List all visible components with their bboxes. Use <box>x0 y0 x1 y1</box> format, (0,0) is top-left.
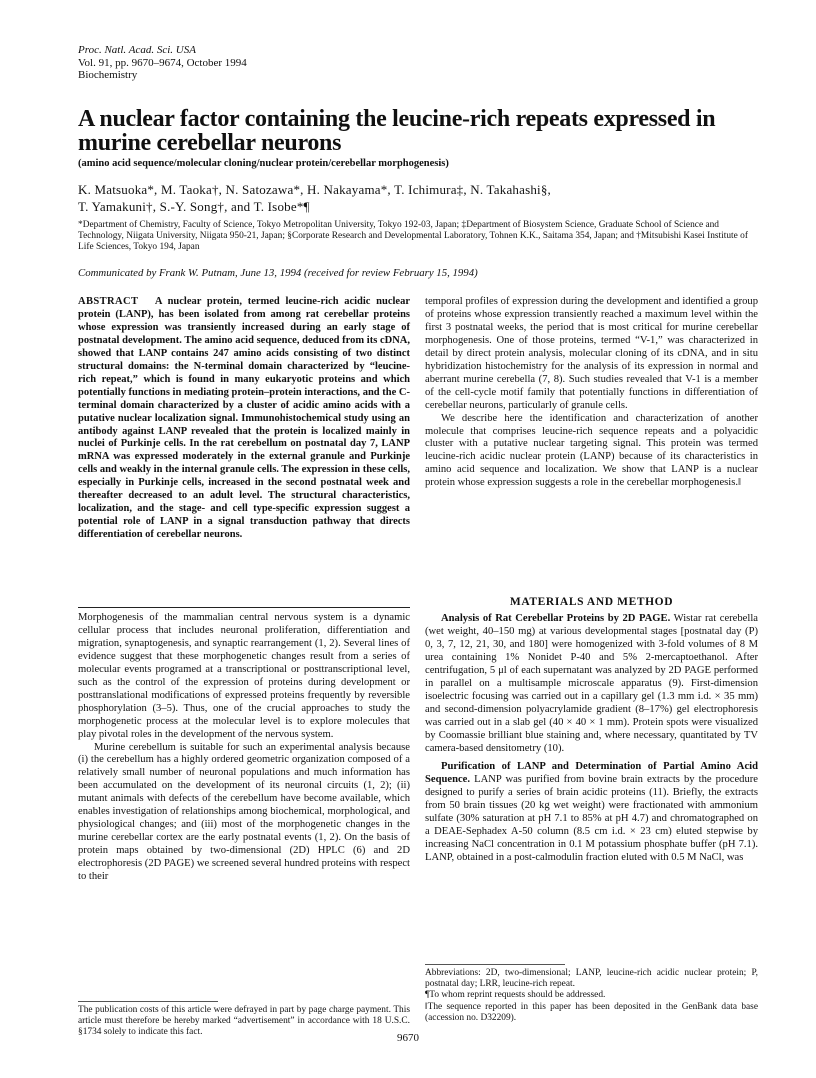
abstract-text: A nuclear protein, termed leucine-rich acidic nuclear protein (LANP), has been isolated from among rat cerebellar proteins whose expression was transiently increased during an early stage of postnatal development. The amino acid sequence, deduced from its cDNA, showed that LANP contains 247 amino acids consisting of two distinct structural domains: the N-terminal domain characterized by “leucine-rich repeat,” which is found in many eukaryotic proteins and which potentially functions in mediating protein–protein interactions, and the C-terminal domain characterized by a cluster of acidic amino acids with a putative nuclear localization signal. Immunohistochemical study using an antibody against LANP revealed that the protein is localized mainly in nuclei of Purkinje cells. In the rat cerebellum on postnatal day 7, LANP mRNA was expressed moderately in the external granule and Purkinje cells and weakly in the internal granule cells. The expression in these cells, especially in Purkinje cells, increased in the second postnatal week and thereafter decreased to an adult level. The structural characteristics, localization, and the stage- and cell type-specific expression suggest a potential role of LANP in a signal transduction pathway that directs differentiation of cerebellar neurons. <box>78 296 410 541</box>
journal-header <box>78 44 247 82</box>
footnotes <box>425 968 758 1024</box>
journal-volume: Vol. 91, pp. 9670–9674, October 1994 <box>78 56 247 69</box>
communicated-note: Communicated by Frank W. Putnam, June 13, 1994 (received for review February 15, 1994) <box>78 267 478 279</box>
abstract-divider <box>78 607 410 608</box>
methods-section-2 <box>425 761 758 865</box>
footnote-divider-right <box>425 964 565 965</box>
journal-section: Biochemistry <box>78 69 138 81</box>
right-intro <box>425 296 758 490</box>
affiliations: *Department of Chemistry, Faculty of Science, Tokyo Metropolitan University, Tokyo 192-03, Japan; ‡Department of Biosystem Science, Graduate School of Science and Technology, Niigata University, Niigata 950-21, Japan; §Corporate Research and Developmental Laboratory, Tohnen K.K., Saitama 354, Japan; and †Mitsubishi Kasei Institute of Life Sciences, Tokyo 194, Japan <box>78 220 748 253</box>
methods-section-2-text: LANP was purified from bovine brain extracts by the procedure designed to purify a series of brain acidic proteins (11). Briefly, the extracts from 50 brain tissues (20 kg wet weight) were fractionated with ammonium sulfate (30% saturation at pH 7.1 to 85% at pH 4.7) and chromatographed on a DEAE-Sephadex A-50 column (8.5 cm i.d. × 23 cm) eluted stepwise by increasing NaCl concentration in 0.1 M potassium phosphate buffer (pH 7.1). LANP, obtained in a post-calmodulin fraction eluted with 0.5 M NaCl, was <box>425 774 758 864</box>
author-list <box>78 181 768 215</box>
keywords: (amino acid sequence/molecular cloning/nuclear protein/cerebellar morphogenesis) <box>78 158 449 169</box>
article-title: A nuclear factor containing the leucine-rich repeats expressed in murine cerebellar neurons <box>78 106 716 156</box>
right-paragraph-2: We describe here the identification and characterization of another molecule that comprises leucine-rich sequence repeats and a polyacidic cluster with a putative nuclear targeting signal. This protein was termed leucine-rich acidic nuclear protein (LANP) because of its characteristics in amino acid sequence and localization. We show that LANP is a nuclear protein whose expression suggests a role in the cerebellar morphogenesis.‖ <box>425 412 758 489</box>
publication-note: The publication costs of this article were defrayed in part by page charge payment. This article must therefore be hereby marked “advertisement” in accordance with 18 U.S.C. §1734 solely to indicate this fact. <box>78 1005 410 1038</box>
methods-heading: MATERIALS AND METHOD <box>509 596 674 608</box>
page-number: 9670 <box>397 1032 419 1044</box>
journal-name: Proc. Natl. Acad. Sci. USA <box>78 44 196 56</box>
footnote-reprint: ¶To whom reprint requests should be addressed. <box>425 990 606 1001</box>
footnote-divider-left <box>78 1001 218 1002</box>
intro-paragraph-2: Murine cerebellum is suitable for such an experimental analysis because (i) the cerebellum has a highly ordered geometric organization composed of a relatively small number of neuronal populations and much information has been accumulated on the development of its neuronal circuits (1, 2); (ii) mutant animals with defects of the cerebellum have become available, which enables investigation of relationships among biochemical, morphological, and physiological changes; and (iii) most of the morphogenetic changes in the murine cerebellar cortex are the early postnatal events (1, 2). On the basis of protein maps obtained by two-dimensional (2D) HPLC (6) and 2D electrophoresis (2D PAGE) we screened several hundred proteins with respect to their <box>78 741 410 883</box>
introduction <box>78 612 410 884</box>
footnote-abbreviations: Abbreviations: 2D, two-dimensional; LANP, leucine-rich acidic nuclear protein; P, postnatal day; LRR, leucine-rich repeat. <box>425 968 758 990</box>
right-paragraph-1: temporal profiles of expression during the development and identified a group of proteins whose expression transiently reached a maximum level within the first 3 postnatal weeks, the period that is most critical for murine cerebellar morphogenesis. One of those proteins, termed “V-1,” was characterized in detail by direct protein analysis, molecular cloning of its cDNA, and in situ hybridization histochemistry for the analysis of its expression in normal and aberrant murine cerebella (7, 8). Such studies revealed that V-1 is a member of the cell-cycle motif family that potentially functions in differentiation of cerebellar neurons, particularly of granule cells. <box>425 296 758 411</box>
abstract <box>78 296 410 542</box>
methods-section-2-head: Purification of LANP and Determination of Partial Amino Acid Sequence. <box>425 761 758 786</box>
methods-section-1 <box>425 613 758 755</box>
intro-paragraph-1: Morphogenesis of the mammalian central nervous system is a dynamic cellular process that includes neuronal proliferation, differentiation and migration, synaptogenesis, and synaptic rearrangement (1, 2). Several lines of evidence suggest that these morphogenetic changes result from a series of molecular events programed at a transcriptional or posttranscriptional level, such as the control of the expression of proteins during development or posttranslational modifications of expressed proteins frequently by reversible phosphorylation (3–5). Thus, one of the crucial approaches to study the morphogenetic process at the molecular level is to explore molecules that play pivotal roles in the development of the nervous system. <box>78 612 410 740</box>
author-line-1: K. Matsuoka*, M. Taoka†, N. Satozawa*, H. Nakayama*, T. Ichimura‡, N. Takahashi§, <box>78 182 552 197</box>
author-line-2: T. Yamakuni†, S.-Y. Song†, and T. Isobe*¶ <box>78 199 310 214</box>
footnote-genbank: ‖The sequence reported in this paper has been deposited in the GenBank data base (accession no. D32209). <box>425 1001 758 1023</box>
methods-section-1-head: Analysis of Rat Cerebellar Proteins by 2D PAGE. <box>441 613 671 624</box>
methods-section-1-text: Wistar rat cerebella (wet weight, 40–150 mg) at various developmental stages [postnatal day (P) 0, 3, 7, 12, 21, 30, and 180] were homogenized with 3-fold volumes of 8 M urea containing 1% Nonidet P-40 and 5% 2-mercaptoethanol. After centrifugation, 5 μl of each supernatant was analyzed by 2D PAGE performed in parallel on a multisample microscale apparatus (9). First-dimension isoelectric focusing was carried out in a capillary gel (1.3 mm i.d. × 35 mm) and second-dimension polyacrylamide gradient (8–17%) gel electrophoresis was carried out in a slab gel (40 × 40 × 1 mm). Protein spots were visualized by Coomassie brilliant blue staining and, where necessary, quantitated by TV camera-based densitometry (10). <box>425 613 758 754</box>
abstract-heading: ABSTRACT <box>78 296 139 307</box>
methods-body <box>425 613 758 865</box>
